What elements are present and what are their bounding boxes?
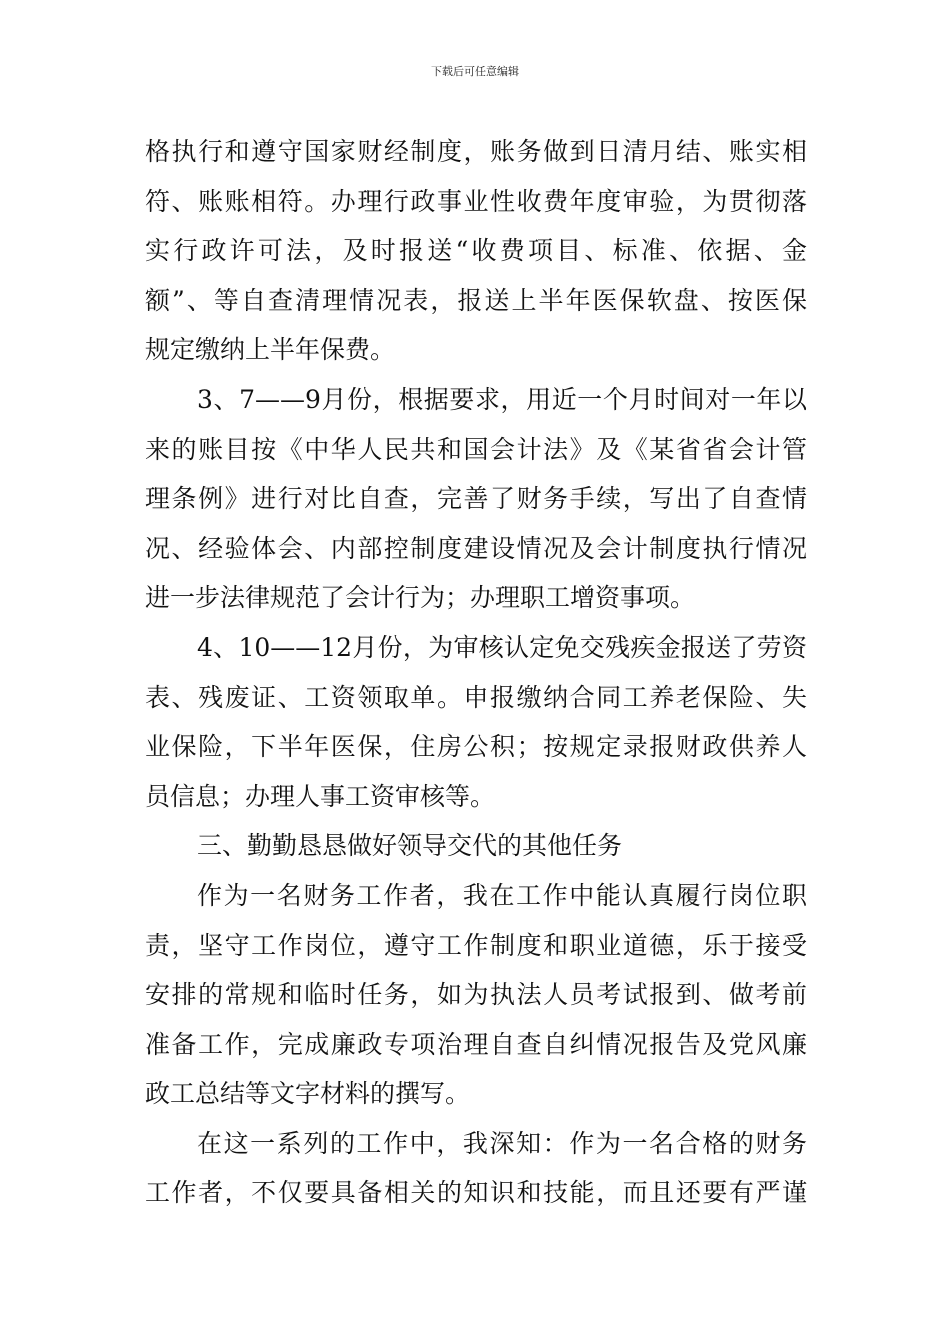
text-line: 表、残废证、工资领取单。申报缴纳合同工养老保险、失 <box>145 682 807 712</box>
text-line: 符、账账相符。办理行政事业性收费年度审验，为贯彻落 <box>145 186 807 216</box>
text-line: 在这一系列的工作中，我深知：作为一名合格的财务 <box>197 1128 807 1158</box>
text-line: 实行政许可法，及时报送“收费项目、标准、依据、金 <box>145 236 807 266</box>
text-line: 格执行和遵守国家财经制度，账务做到日清月结、账实相 <box>145 137 807 166</box>
text-line: 安排的常规和临时任务，如为执法人员考试报到、做考前 <box>145 980 807 1010</box>
text-line: 况、经验体会、内部控制度建设情况及会计制度执行情况 <box>145 533 807 563</box>
text-line: 工作者，不仅要具备相关的知识和技能，而且还要有严谨 <box>145 1178 807 1208</box>
text-line: 4、10——12月份，为审核认定免交残疾金报送了劳资 <box>197 632 807 662</box>
text-line: 理条例》进行对比自查，完善了财务手续，写出了自查情 <box>145 484 807 514</box>
text-line: 规定缴纳上半年保费。 <box>145 335 396 365</box>
text-line: 来的账目按《中华人民共和国会计法》及《某省省会计管 <box>145 434 807 464</box>
text-line: 三、勤勤恳恳做好领导交代的其他任务 <box>197 831 623 861</box>
text-line: 员信息；办理人事工资审核等。 <box>145 781 496 811</box>
text-line: 3、7——9月份，根据要求，用近一个月时间对一年以 <box>197 384 807 414</box>
document-body <box>145 127 807 1218</box>
text-line: 额”、等自查清理情况表，报送上半年医保软盘、按医保 <box>145 285 807 315</box>
text-line: 进一步法律规范了会计行为；办理职工增资事项。 <box>145 583 696 613</box>
page-header: 下载后可任意编辑 <box>431 65 519 78</box>
text-line: 责，坚守工作岗位，遵守工作制度和职业道德，乐于接受 <box>145 930 807 960</box>
text-line: 准备工作，完成廉政专项治理自查自纠情况报告及党风廉 <box>145 1029 807 1059</box>
text-line: 业保险，下半年医保，住房公积；按规定录报财政供养人 <box>145 732 807 762</box>
text-line: 政工总结等文字材料的撰写。 <box>145 1079 471 1109</box>
text-line: 作为一名财务工作者，我在工作中能认真履行岗位职 <box>197 880 807 910</box>
